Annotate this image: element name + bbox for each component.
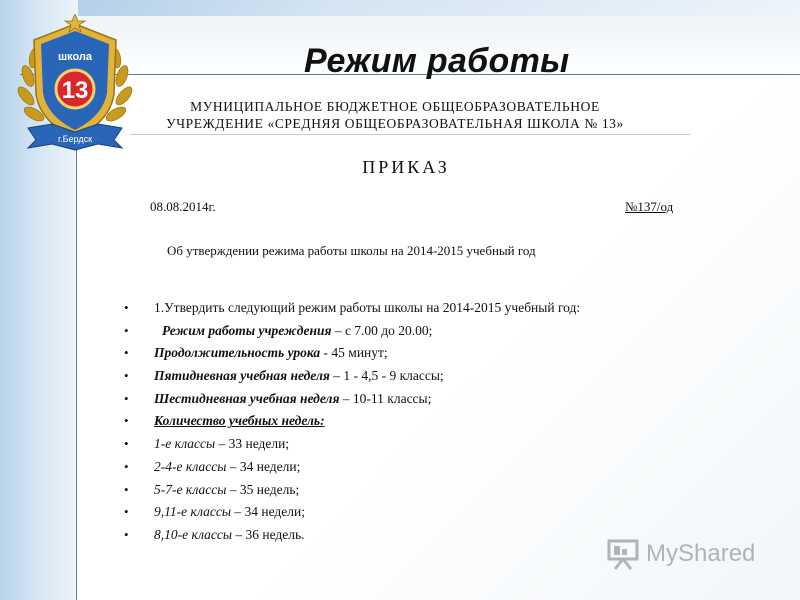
item-label: Продолжительность урока bbox=[154, 345, 321, 361]
item-value: – 35 недель; bbox=[226, 481, 300, 497]
bullet-icon: • bbox=[124, 345, 129, 361]
item-label: Пятидневная учебная неделя bbox=[154, 368, 330, 384]
crest-number: 13 bbox=[61, 77, 89, 104]
item-label: 2-4-е классы bbox=[154, 458, 227, 474]
bullet-icon: • bbox=[124, 368, 129, 384]
list-item bbox=[124, 368, 744, 391]
document-header-rule bbox=[130, 134, 690, 150]
list-item bbox=[124, 413, 744, 436]
item-value: – 34 недели; bbox=[231, 504, 305, 520]
list-item bbox=[124, 459, 744, 482]
item-value: – 1 - 4,5 - 9 классы; bbox=[329, 368, 444, 384]
presentation-board-icon bbox=[606, 538, 640, 570]
document-date: 08.08.2014г. bbox=[150, 199, 216, 214]
bullet-icon: • bbox=[124, 322, 129, 338]
bullet-icon: • bbox=[124, 504, 129, 520]
item-label: 9,11-е классы bbox=[154, 504, 231, 520]
bullet-icon: • bbox=[124, 300, 129, 315]
list-item bbox=[124, 436, 744, 459]
item-label: 8,10-е классы bbox=[154, 526, 233, 542]
slide-title: Режим работы bbox=[304, 42, 570, 80]
myshared-watermark bbox=[606, 538, 776, 572]
item-value: – 33 недели; bbox=[215, 436, 290, 452]
watermark-text: MyShared bbox=[646, 540, 756, 567]
list-item bbox=[124, 482, 744, 505]
item-label: Шестидневная учебная неделя bbox=[154, 390, 340, 406]
document-subject: Об утверждении режима работы школы на 2014-2015 учебный год bbox=[167, 243, 536, 258]
slide-left-divider bbox=[76, 75, 77, 600]
bullet-icon: • bbox=[124, 390, 129, 406]
organization-name bbox=[130, 98, 660, 132]
bullet-icon: • bbox=[124, 413, 129, 429]
item-value: 1.Утвердить следующий режим работы школы на 2014-2015 учебный год: bbox=[154, 300, 581, 315]
organization-name-line-1: МУНИЦИПАЛЬНОЕ БЮДЖЕТНОЕ ОБЩЕОБРАЗОВАТЕЛЬНОЕ bbox=[190, 99, 600, 114]
list-item bbox=[124, 504, 744, 527]
organization-name-line-2: УЧРЕЖДЕНИЕ «СРЕДНЯЯ ОБЩЕОБРАЗОВАТЕЛЬНАЯ ШКОЛА № 13» bbox=[166, 116, 624, 131]
bullet-icon: • bbox=[124, 481, 129, 497]
item-value: - 45 минут; bbox=[320, 345, 388, 361]
crest-bottom-text: г.Бердск bbox=[57, 134, 93, 144]
item-value: – с 7.00 до 20.00; bbox=[331, 322, 433, 338]
list-item bbox=[124, 300, 744, 323]
school-crest-logo bbox=[14, 14, 136, 152]
bullet-icon: • bbox=[124, 458, 129, 474]
item-label: 1-е классы bbox=[154, 436, 216, 452]
item-value: – 10-11 классы; bbox=[339, 390, 432, 406]
schedule-list bbox=[124, 300, 744, 550]
bullet-icon: • bbox=[124, 526, 129, 542]
item-value: – 34 недели; bbox=[226, 458, 301, 474]
crest-top-text: школа bbox=[57, 51, 93, 63]
bullet-icon: • bbox=[124, 436, 129, 452]
item-value: – 36 недель. bbox=[232, 526, 305, 542]
list-item bbox=[124, 323, 744, 346]
item-label: Количество учебных недель: bbox=[154, 413, 325, 429]
item-label: Режим работы учреждения bbox=[162, 322, 332, 338]
document-type: ПРИКАЗ bbox=[362, 157, 450, 177]
item-label: 5-7-е классы bbox=[154, 481, 227, 497]
document-number: №137/од bbox=[625, 199, 674, 214]
list-item bbox=[124, 391, 744, 414]
list-item bbox=[124, 345, 744, 368]
